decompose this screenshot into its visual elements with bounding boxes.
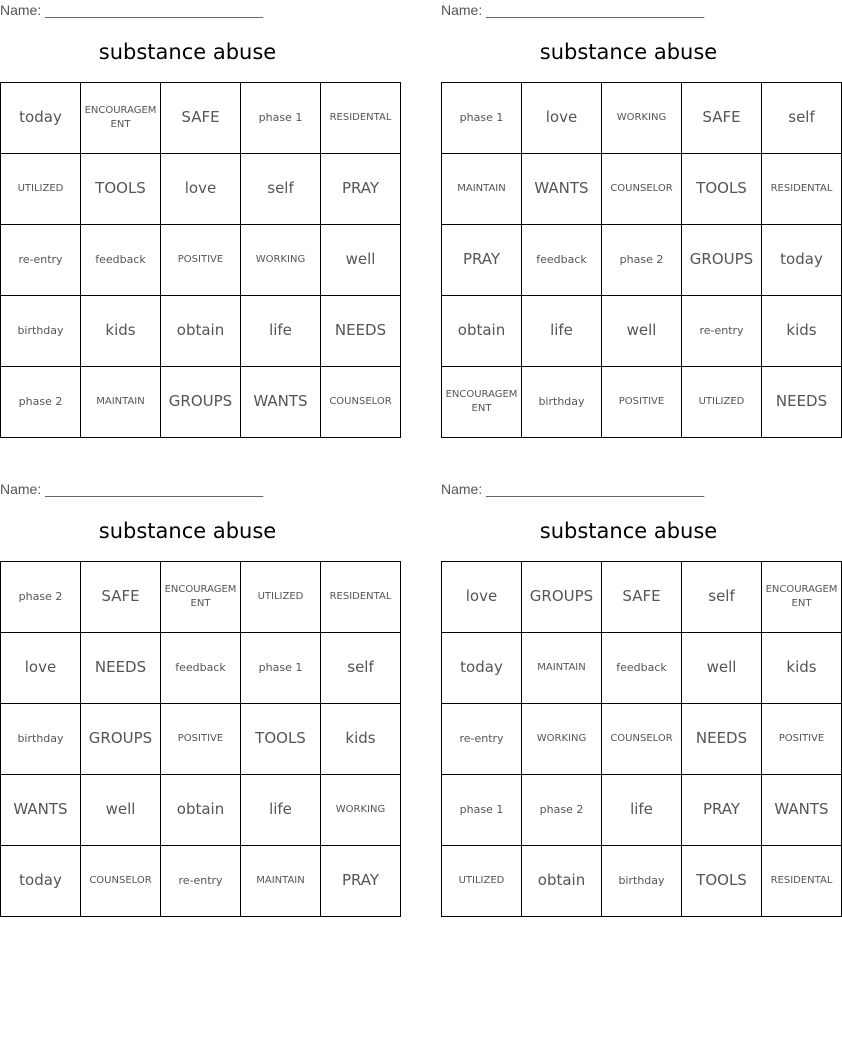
grid-row <box>1 775 401 846</box>
grid-cell: life <box>602 775 682 846</box>
grid-row <box>442 225 842 296</box>
grid-cell: POSITIVE <box>161 225 241 296</box>
grid-cell: RESIDENTAL <box>762 154 842 225</box>
grid-cell: kids <box>762 296 842 367</box>
grid-cell: ENCOURAGEMENT <box>442 367 522 438</box>
grid-cell: PRAY <box>321 846 401 917</box>
grid-cell: PRAY <box>442 225 522 296</box>
grid-cell: SAFE <box>602 562 682 633</box>
grid-cell: phase 2 <box>1 367 81 438</box>
grid-cell: PRAY <box>682 775 762 846</box>
grid-cell: love <box>522 83 602 154</box>
grid-cell: re-entry <box>1 225 81 296</box>
grid-cell: MAINTAIN <box>442 154 522 225</box>
grid-cell: WORKING <box>321 775 401 846</box>
grid-row <box>1 846 401 917</box>
card-title: substance abuse <box>539 519 718 543</box>
bingo-card-3 <box>0 479 392 911</box>
grid-cell: birthday <box>522 367 602 438</box>
grid-row <box>442 83 842 154</box>
grid-cell: kids <box>81 296 161 367</box>
grid-cell: obtain <box>161 296 241 367</box>
grid-cell: kids <box>762 633 842 704</box>
grid-cell: birthday <box>1 704 81 775</box>
grid-cell: ENCOURAGEMENT <box>81 83 161 154</box>
grid-cell: TOOLS <box>682 846 762 917</box>
grid-cell: phase 1 <box>442 83 522 154</box>
grid-cell: life <box>241 296 321 367</box>
grid-cell: PRAY <box>321 154 401 225</box>
grid-cell: WANTS <box>762 775 842 846</box>
grid-cell: WORKING <box>241 225 321 296</box>
grid-cell: re-entry <box>161 846 241 917</box>
name-field-line: Name: ____________________________ <box>0 2 264 18</box>
grid-cell: SAFE <box>682 83 762 154</box>
grid-cell: COUNSELOR <box>321 367 401 438</box>
grid-row <box>442 846 842 917</box>
grid-row <box>1 296 401 367</box>
grid-cell: MAINTAIN <box>241 846 321 917</box>
grid-row <box>1 154 401 225</box>
grid-cell: GROUPS <box>81 704 161 775</box>
grid-cell: today <box>442 633 522 704</box>
grid-cell: GROUPS <box>522 562 602 633</box>
card-title: substance abuse <box>98 40 277 64</box>
grid-cell: UTILIZED <box>1 154 81 225</box>
grid-cell: POSITIVE <box>602 367 682 438</box>
grid-cell: UTILIZED <box>682 367 762 438</box>
grid-cell: POSITIVE <box>161 704 241 775</box>
card-title: substance abuse <box>539 40 718 64</box>
grid-cell: life <box>241 775 321 846</box>
grid-cell: birthday <box>602 846 682 917</box>
grid-cell: today <box>1 846 81 917</box>
bingo-card-2 <box>441 0 833 432</box>
grid-cell: self <box>321 633 401 704</box>
grid-cell: GROUPS <box>161 367 241 438</box>
grid-cell: ENCOURAGEMENT <box>762 562 842 633</box>
grid-cell: phase 1 <box>442 775 522 846</box>
grid-cell: well <box>682 633 762 704</box>
grid-cell: RESIDENTAL <box>321 562 401 633</box>
grid-cell: well <box>321 225 401 296</box>
grid-cell: TOOLS <box>682 154 762 225</box>
grid-cell: COUNSELOR <box>602 154 682 225</box>
grid-cell: phase 2 <box>522 775 602 846</box>
card-title: substance abuse <box>98 519 277 543</box>
grid-cell: love <box>442 562 522 633</box>
grid-row <box>1 225 401 296</box>
grid-cell: MAINTAIN <box>81 367 161 438</box>
grid-cell: COUNSELOR <box>81 846 161 917</box>
grid-cell: today <box>762 225 842 296</box>
grid-cell: COUNSELOR <box>602 704 682 775</box>
grid-row <box>442 633 842 704</box>
grid-cell: RESIDENTAL <box>762 846 842 917</box>
grid-cell: WANTS <box>522 154 602 225</box>
grid-cell: feedback <box>602 633 682 704</box>
grid-cell: self <box>682 562 762 633</box>
grid-cell: feedback <box>522 225 602 296</box>
grid-row <box>1 633 401 704</box>
grid-cell: phase 2 <box>602 225 682 296</box>
grid-row <box>442 704 842 775</box>
bingo-grid <box>0 82 401 438</box>
grid-cell: WORKING <box>602 83 682 154</box>
grid-cell: today <box>1 83 81 154</box>
grid-cell: phase 1 <box>241 633 321 704</box>
grid-cell: obtain <box>442 296 522 367</box>
grid-cell: MAINTAIN <box>522 633 602 704</box>
grid-cell: POSITIVE <box>762 704 842 775</box>
grid-cell: NEEDS <box>81 633 161 704</box>
grid-cell: obtain <box>161 775 241 846</box>
grid-cell: UTILIZED <box>241 562 321 633</box>
grid-cell: kids <box>321 704 401 775</box>
grid-row <box>1 83 401 154</box>
grid-row <box>442 775 842 846</box>
grid-row <box>442 367 842 438</box>
grid-cell: life <box>522 296 602 367</box>
name-field-line: Name: ____________________________ <box>0 481 264 497</box>
grid-cell: self <box>241 154 321 225</box>
grid-row <box>442 562 842 633</box>
grid-cell: WANTS <box>241 367 321 438</box>
grid-cell: feedback <box>161 633 241 704</box>
grid-cell: TOOLS <box>81 154 161 225</box>
grid-cell: re-entry <box>682 296 762 367</box>
grid-row <box>1 562 401 633</box>
grid-cell: birthday <box>1 296 81 367</box>
bingo-card-4 <box>441 479 838 911</box>
grid-cell: RESIDENTAL <box>321 83 401 154</box>
grid-row <box>1 367 401 438</box>
grid-row <box>442 154 842 225</box>
grid-cell: self <box>762 83 842 154</box>
grid-cell: ENCOURAGEMENT <box>161 562 241 633</box>
bingo-grid <box>0 561 401 917</box>
grid-cell: phase 2 <box>1 562 81 633</box>
name-field-line: Name: ____________________________ <box>441 2 705 18</box>
grid-cell: WORKING <box>522 704 602 775</box>
grid-cell: obtain <box>522 846 602 917</box>
grid-cell: well <box>81 775 161 846</box>
grid-cell: GROUPS <box>682 225 762 296</box>
grid-cell: UTILIZED <box>442 846 522 917</box>
name-field-line: Name: ____________________________ <box>441 481 705 497</box>
grid-cell: TOOLS <box>241 704 321 775</box>
grid-cell: NEEDS <box>321 296 401 367</box>
grid-cell: love <box>1 633 81 704</box>
grid-cell: love <box>161 154 241 225</box>
grid-cell: WANTS <box>1 775 81 846</box>
bingo-grid <box>441 82 842 438</box>
bingo-card-1 <box>0 0 392 432</box>
grid-cell: NEEDS <box>762 367 842 438</box>
grid-cell: SAFE <box>81 562 161 633</box>
grid-cell: NEEDS <box>682 704 762 775</box>
grid-cell: phase 1 <box>241 83 321 154</box>
grid-cell: well <box>602 296 682 367</box>
grid-cell: re-entry <box>442 704 522 775</box>
grid-cell: feedback <box>81 225 161 296</box>
bingo-grid <box>441 561 842 917</box>
grid-row <box>1 704 401 775</box>
grid-row <box>442 296 842 367</box>
grid-cell: SAFE <box>161 83 241 154</box>
